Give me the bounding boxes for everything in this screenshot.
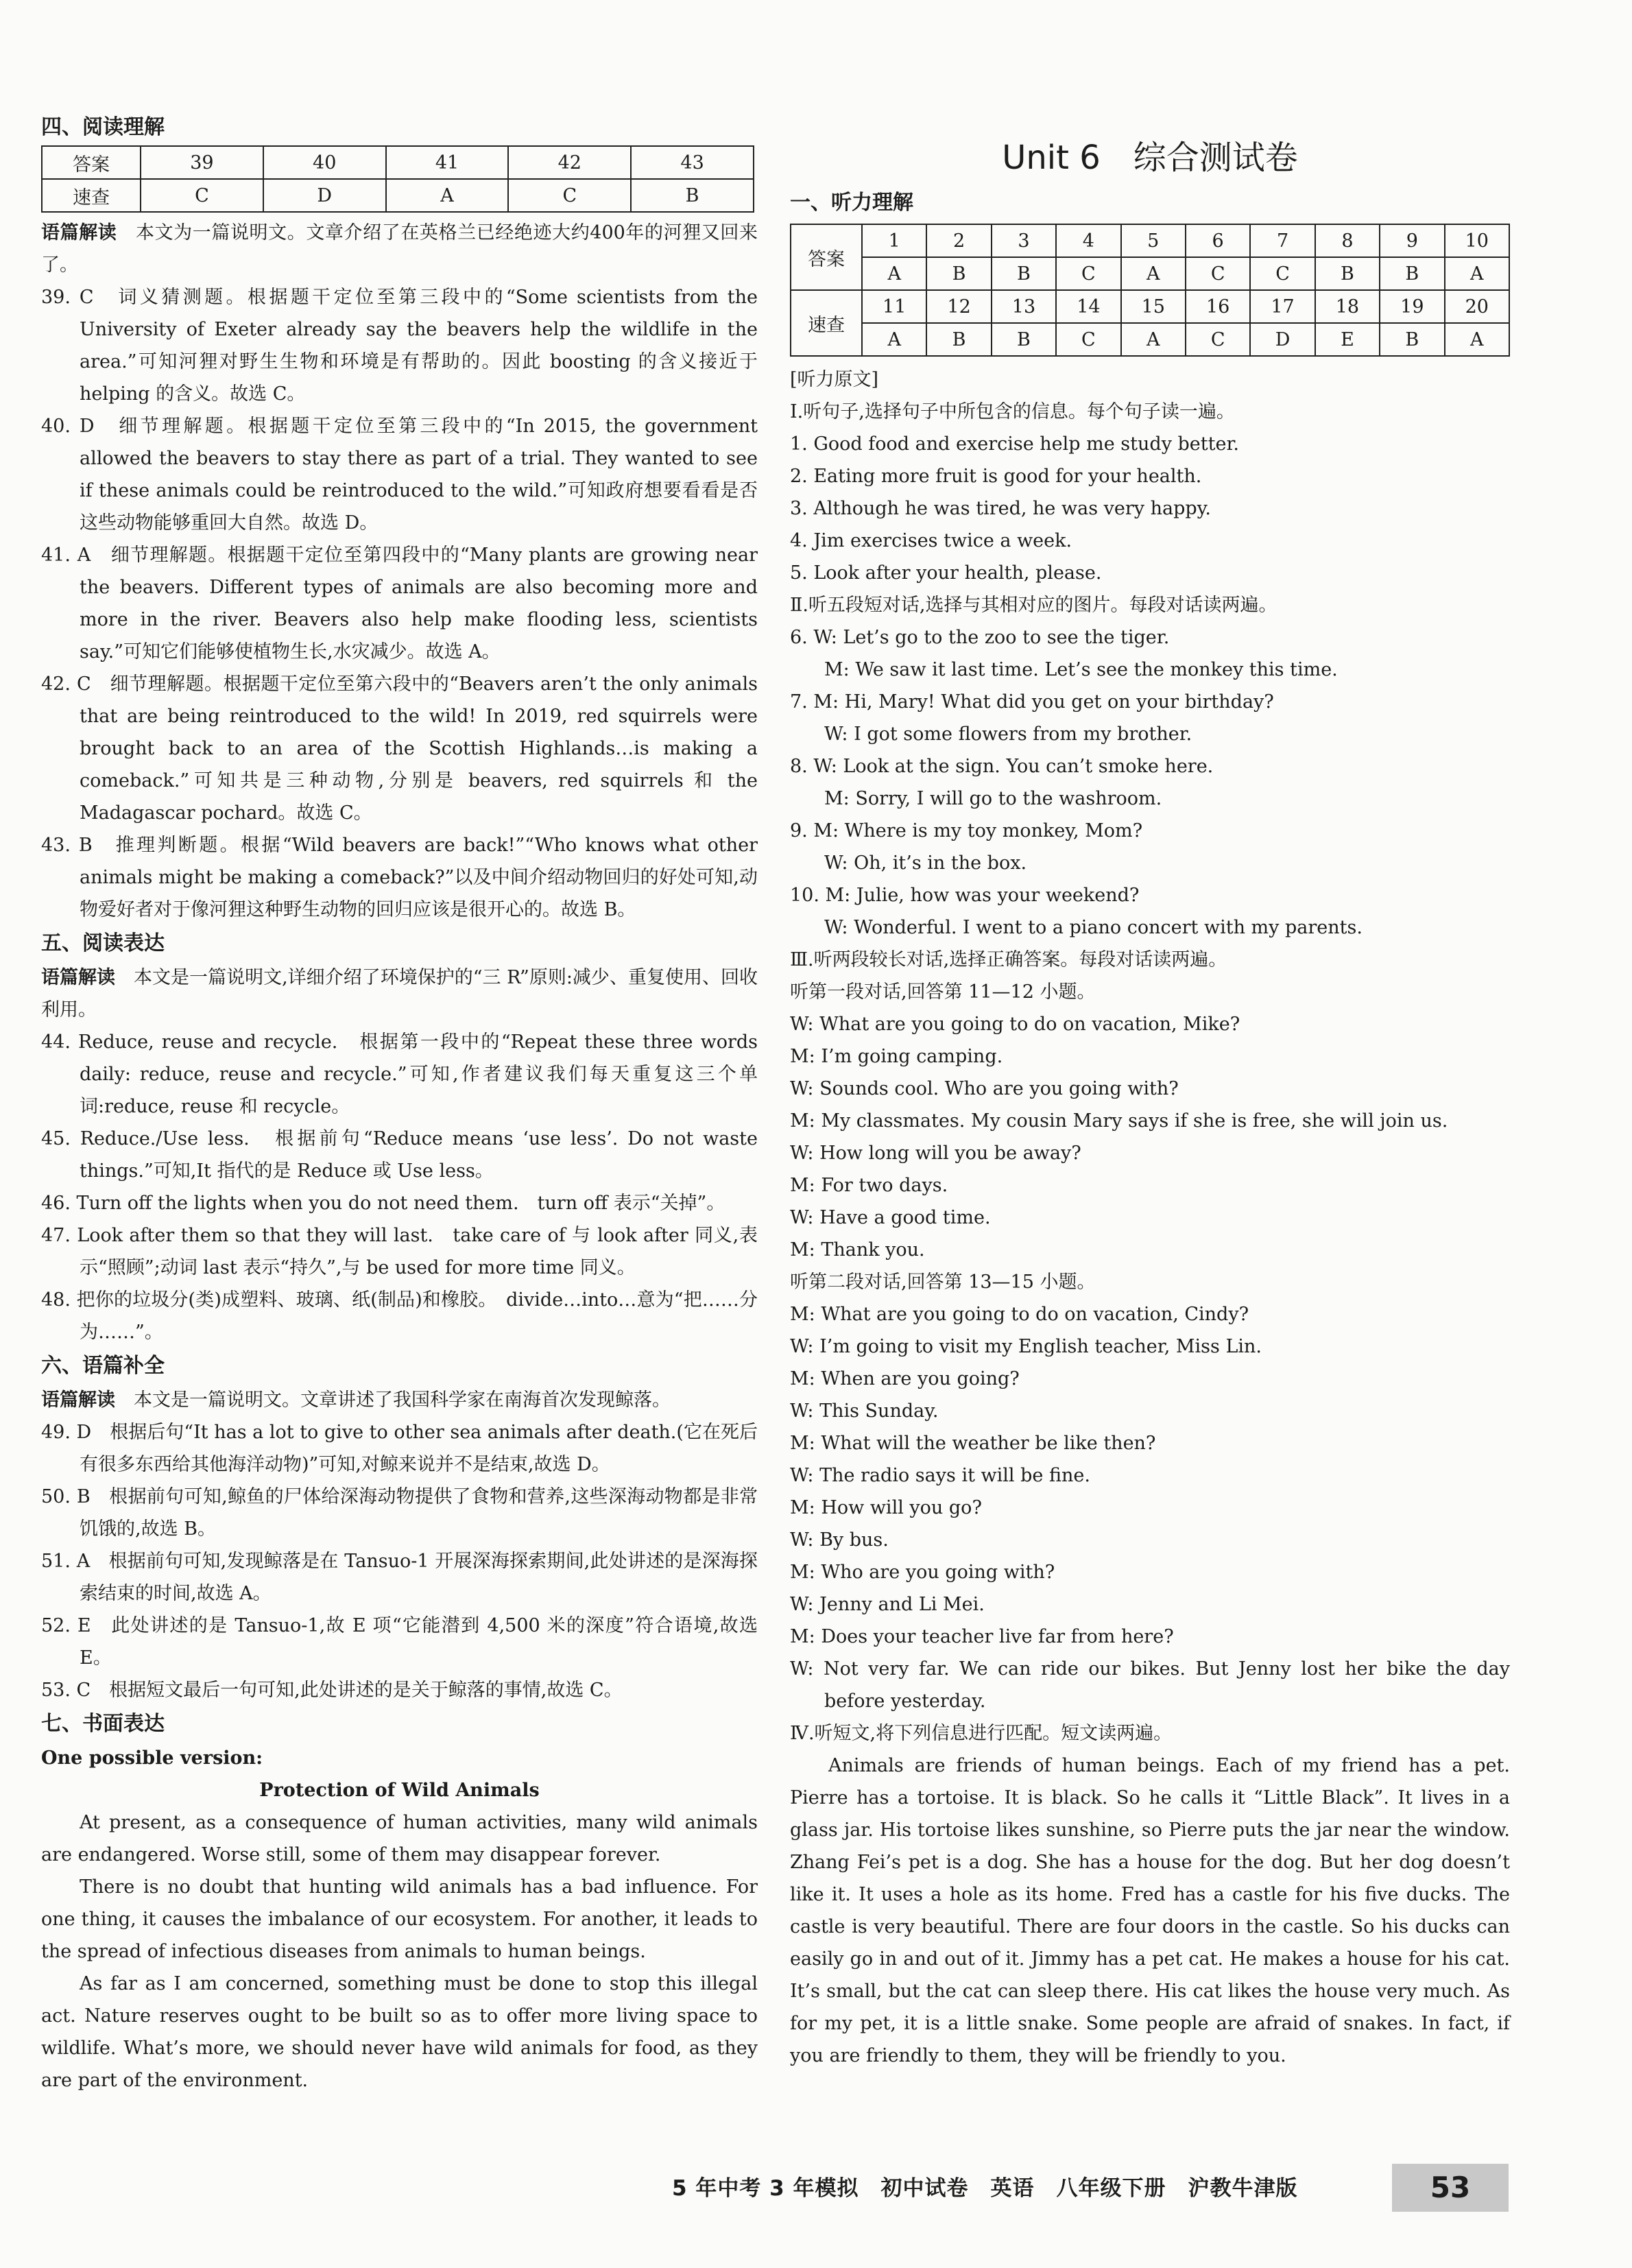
table-cell: 39 — [141, 146, 263, 179]
page-number: 53 — [1392, 2164, 1509, 2212]
table-cell: 12 — [926, 290, 991, 323]
table-cell: 18 — [1315, 290, 1380, 323]
explanation-item: 41. A 细节理解题。根据题干定位至第四段中的“Many plants are growing near the beavers. Different types of animals are also becoming more and more in the river. Beavers also help make flooding less, scientists say.”可知它们能够使植物生长,水灾减少。故选 A。 — [41, 545, 758, 663]
script-line: W: I’m going to visit my English teacher, Miss Lin. — [790, 1336, 1262, 1357]
script-line: W: How long will you be away? — [790, 1143, 1081, 1164]
essay-paragraph: At present, as a consequence of human activities, many wild animals are endangered. Worse still, some of them may disappear forever. — [41, 1812, 758, 1865]
answer-table-listening — [790, 224, 1510, 357]
table-cell: D — [263, 179, 386, 212]
explanation-item: 48. 把你的垃圾分(类)成塑料、玻璃、纸(制品)和橡胶。 divide…into…意为“把……分为……”。 — [41, 1289, 758, 1343]
table-cell: A — [1445, 257, 1509, 290]
part-heading: Ⅱ.听五段短对话,选择与其相对应的图片。每段对话读两遍。 — [790, 595, 1277, 616]
script-line: 10. M: Julie, how was your weekend? — [790, 885, 1140, 906]
explanation-item: 46. Turn off the lights when you do not need them. turn off 表示“关掉”。 — [41, 1193, 725, 1214]
table-cell: 43 — [631, 146, 754, 179]
table-cell: A — [1445, 323, 1509, 356]
table-cell: C — [141, 179, 263, 212]
script-line: M: What will the weather be like then? — [790, 1433, 1156, 1454]
table-cell: 11 — [862, 290, 926, 323]
table-cell: 13 — [992, 290, 1056, 323]
script-line: W: This Sunday. — [790, 1400, 939, 1422]
script-line: 1. Good food and exercise help me study better. — [790, 433, 1239, 455]
script-line: M: When are you going? — [790, 1368, 1020, 1389]
script-line: 7. M: Hi, Mary! What did you get on your birthday? — [790, 691, 1274, 713]
passage-intro — [41, 962, 758, 1026]
script-line: 6. W: Let’s go to the zoo to see the tiger. — [790, 627, 1170, 648]
explanation-item: 47. Look after them so that they will last. take care of 与 look after 同义,表示“照顾”;动词 last 表示“持久”,与 be used for more time 同义。 — [41, 1225, 758, 1278]
script-line: M: Thank you. — [790, 1239, 925, 1261]
table-cell: B — [631, 179, 754, 212]
script-line: 5. Look after your health, please. — [790, 562, 1102, 584]
script-line: W: By bus. — [790, 1529, 889, 1551]
script-line: M: We saw it last time. Let’s see the monkey this time. — [824, 659, 1338, 680]
table-label: 速查 — [791, 290, 862, 356]
listening-passage: Animals are friends of human beings. Each of my friend has a pet. Pierre has a tortoise. It is black. So he calls it “Little Black”. It lives in a glass jar. His tortoise likes sunshine, so Pierre puts the jar near the window. Zhang Fei’s pet is a dog. She has a house for the dog. But her dog doesn’t like it. It uses a hole as its home. Fred has a castle for his five ducks. The castle is very beautiful. There are four doors in the castle. So his ducks can easily go in and out of it. Jimmy has a pet cat. He makes a house for his cat. It’s small, but the cat can sleep there. His cat likes the house very much. As for my pet, it is a little snake. Some people are afraid of snakes. In fact, if you are friendly to them, they will be friendly to you. — [790, 1755, 1510, 2066]
table-cell: 4 — [1056, 224, 1120, 257]
script-line: M: Does your teacher live far from here? — [790, 1626, 1174, 1647]
explanation-item: 42. C 细节理解题。根据题干定位至第六段中的“Beavers aren’t the only animals that are being reintroduced to the wild! In 2019, red squirrels were brought back to an area of the Scottish Highlands…is making a comeback.”可知共是三种动物,分别是 beavers, red squirrels 和 the Madagascar pochard。故选 C。 — [41, 673, 758, 824]
table-cell: C — [1250, 257, 1315, 290]
table-cell: C — [1186, 323, 1250, 356]
script-line: W: The radio says it will be fine. — [790, 1465, 1090, 1486]
script-line: M: Sorry, I will go to the washroom. — [824, 788, 1162, 809]
unit-title: Unit 6 综合测试卷 — [1002, 139, 1298, 177]
page-footer — [672, 2164, 1509, 2212]
table-cell: 19 — [1380, 290, 1444, 323]
essay-paragraph: As far as I am concerned, something must be done to stop this illegal act. Nature reserves ought to be built so as to offer more living space to wildlife. What’s more, we should never have wild animals for food, as they are part of the environment. — [41, 1973, 758, 2091]
section-heading-reading-expression: 五、阅读表达 — [41, 931, 165, 955]
table-cell: 6 — [1186, 224, 1250, 257]
left-column — [41, 110, 758, 2097]
explanation-item: 39. C 词义猜测题。根据题干定位至第三段中的“Some scientists from the University of Exeter already say the beavers help the wildlife in the area.”可知河狸对野生生物和环境是有帮助的。因此 boosting 的含义接近于 helping 的含义。故选 C。 — [41, 287, 758, 405]
table-cell: A — [862, 257, 926, 290]
table-cell: A — [386, 179, 509, 212]
table-cell: B — [926, 323, 991, 356]
table-cell: 8 — [1315, 224, 1380, 257]
table-cell: 15 — [1121, 290, 1186, 323]
part-heading: Ⅳ.听短文,将下列信息进行匹配。短文读两遍。 — [790, 1723, 1173, 1744]
section-heading-reading: 四、阅读理解 — [41, 115, 165, 139]
table-cell: A — [1121, 323, 1186, 356]
table-cell: B — [1380, 323, 1444, 356]
intro-text: 本文是一篇说明文,详细介绍了环境保护的“三 R”原则:减少、重复使用、回收利用。 — [41, 967, 758, 1020]
table-cell: A — [862, 323, 926, 356]
table-cell: 40 — [263, 146, 386, 179]
table-cell: C — [1056, 323, 1120, 356]
table-cell: B — [1380, 257, 1444, 290]
table-cell: B — [992, 257, 1056, 290]
table-cell: 41 — [386, 146, 509, 179]
script-line: 4. Jim exercises twice a week. — [790, 530, 1072, 551]
table-cell: A — [1121, 257, 1186, 290]
script-label: [听力原文] — [790, 369, 879, 390]
script-line: M: How will you go? — [790, 1497, 982, 1518]
sample-version-label: One possible version: — [41, 1747, 263, 1769]
intro-label: 语篇解读 — [41, 1389, 115, 1411]
explanation-item: 51. A 根据前句可知,发现鲸落是在 Tansuo-1 开展深海探索期间,此处讲述的是深海探索结束的时间,故选 A。 — [41, 1551, 758, 1604]
table-label: 速查 — [42, 179, 141, 212]
intro-label: 语篇解读 — [41, 222, 117, 243]
essay-title: Protection of Wild Animals — [259, 1780, 540, 1801]
explanation-item: 52. E 此处讲述的是 Tansuo-1,故 E 项“它能潜到 4,500 米的深度”符合语境,故选 E。 — [41, 1615, 758, 1669]
explanation-item: 50. B 根据前句可知,鲸鱼的尸体给深海动物提供了食物和营养,这些深海动物都是非常饥饿的,故选 B。 — [41, 1486, 758, 1540]
table-cell: 1 — [862, 224, 926, 257]
passage-intro — [41, 217, 758, 281]
table-cell: D — [1250, 323, 1315, 356]
script-line: 9. M: Where is my toy monkey, Mom? — [790, 820, 1143, 841]
dialog-heading: 听第二段对话,回答第 13—15 小题。 — [790, 1272, 1096, 1293]
table-label: 答案 — [791, 224, 862, 290]
section-heading-listening: 一、听力理解 — [790, 191, 913, 215]
explanation-item: 40. D 细节理解题。根据题干定位至第三段中的“In 2015, the government allowed the beavers to stay there as part of a trial. They wanted to see if these animals could be reintroduced to the wild.”可知政府想要看看是否这些动物能够重回大自然。故选 D。 — [41, 416, 758, 534]
explanation-item: 49. D 根据后句“It has a lot to give to other sea animals after death.(它在死后有很多东西给其他海洋动物)”可知,对鲸来说并不是结束,故选 D。 — [41, 1422, 758, 1475]
script-line: W: Wonderful. I went to a piano concert with my parents. — [824, 917, 1363, 938]
section-heading-writing: 七、书面表达 — [41, 1712, 165, 1736]
script-line: M: Who are you going with? — [790, 1562, 1055, 1583]
intro-label: 语篇解读 — [41, 967, 116, 988]
explanation-item: 45. Reduce./Use less. 根据前句“Reduce means ‘use less’. Do not waste things.”可知,It 指代的是 Reduce 或 Use less。 — [41, 1128, 758, 1182]
script-line: 8. W: Look at the sign. You can’t smoke here. — [790, 756, 1214, 777]
script-line: W: Oh, it’s in the box. — [824, 852, 1027, 874]
script-line: 3. Although he was tired, he was very happy. — [790, 498, 1211, 519]
table-cell: C — [1056, 257, 1120, 290]
table-cell: 42 — [508, 146, 631, 179]
table-cell: 7 — [1250, 224, 1315, 257]
table-cell: C — [508, 179, 631, 212]
table-cell: 14 — [1056, 290, 1120, 323]
script-line: M: What are you going to do on vacation, Cindy? — [790, 1304, 1249, 1325]
dialog-heading: 听第一段对话,回答第 11—12 小题。 — [790, 981, 1096, 1003]
script-line: W: Not very far. We can ride our bikes. But Jenny lost her bike the day before yesterday. — [790, 1658, 1510, 1712]
explanation-item: 43. B 推理判断题。根据“Wild beavers are back!”“Who knows what other animals might be making a comeback?”以及中间介绍动物回归的好处可知,动物爱好者对于像河狸这种野生动物的回归应该是很开心的。故选 B。 — [41, 835, 758, 920]
script-line: M: I’m going camping. — [790, 1046, 1003, 1067]
intro-text: 本文是一篇说明文。文章讲述了我国科学家在南海首次发现鲸落。 — [115, 1389, 671, 1411]
table-cell: 2 — [926, 224, 991, 257]
script-line: W: Sounds cool. Who are you going with? — [790, 1078, 1179, 1099]
table-cell: E — [1315, 323, 1380, 356]
table-cell: B — [926, 257, 991, 290]
table-cell: B — [1315, 257, 1380, 290]
script-line: M: For two days. — [790, 1175, 948, 1196]
script-line: W: Jenny and Li Mei. — [790, 1594, 985, 1615]
table-cell: 17 — [1250, 290, 1315, 323]
script-line: W: I got some flowers from my brother. — [824, 724, 1192, 745]
right-column — [790, 110, 1510, 2072]
table-cell: 10 — [1445, 224, 1509, 257]
explanation-item: 44. Reduce, reuse and recycle. 根据第一段中的“Repeat these three words daily: reduce, reuse and recycle.”可知,作者建议我们每天重复这三个单词:reduce, reuse 和 recycle。 — [41, 1031, 758, 1117]
table-cell: 5 — [1121, 224, 1186, 257]
part-heading: Ⅰ.听句子,选择句子中所包含的信息。每个句子读一遍。 — [790, 401, 1235, 422]
intro-text: 本文为一篇说明文。文章介绍了在英格兰已经绝迹大约400年的河狸又回来了。 — [41, 222, 758, 276]
passage-intro — [41, 1384, 758, 1416]
book-title: 5 年中考 3 年模拟 初中试卷 英语 八年级下册 沪教牛津版 — [672, 2176, 1298, 2201]
answer-table-reading — [41, 145, 754, 213]
essay-paragraph: There is no doubt that hunting wild animals has a bad influence. For one thing, it causes the imbalance of our ecosystem. For another, it leads to the spread of infectious diseases from animals to human beings. — [41, 1876, 758, 1962]
script-line: W: Have a good time. — [790, 1207, 991, 1228]
script-line: 2. Eating more fruit is good for your health. — [790, 466, 1202, 487]
explanation-item: 53. C 根据短文最后一句可知,此处讲述的是关于鲸落的事情,故选 C。 — [41, 1680, 623, 1701]
table-cell: 3 — [992, 224, 1056, 257]
table-cell: 20 — [1445, 290, 1509, 323]
table-cell: B — [992, 323, 1056, 356]
section-heading-passage-completion: 六、语篇补全 — [41, 1354, 165, 1378]
script-line: W: What are you going to do on vacation, Mike? — [790, 1014, 1240, 1035]
table-cell: 16 — [1186, 290, 1250, 323]
part-heading: Ⅲ.听两段较长对话,选择正确答案。每段对话读两遍。 — [790, 949, 1227, 970]
table-cell: C — [1186, 257, 1250, 290]
script-line: M: My classmates. My cousin Mary says if she is free, she will join us. — [790, 1110, 1448, 1132]
table-label: 答案 — [42, 146, 141, 179]
table-cell: 9 — [1380, 224, 1444, 257]
